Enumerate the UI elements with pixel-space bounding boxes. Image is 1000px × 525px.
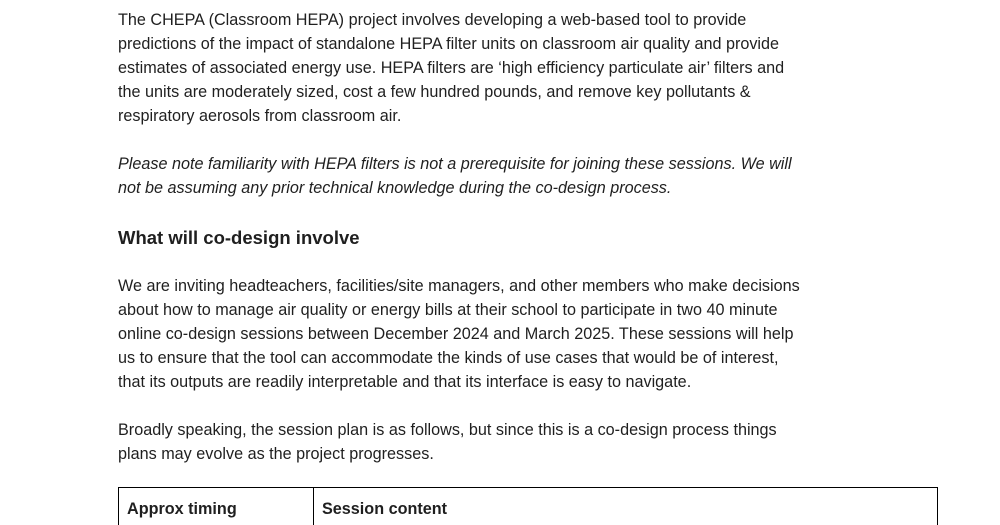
section-heading: What will co-design involve: [118, 227, 360, 248]
plan-paragraph: Broadly speaking, the session plan is as follows, but since this is a co-design process things plans may evolve as the project progresses.: [118, 421, 777, 463]
table-header-row: [119, 488, 938, 525]
session-table: [118, 487, 938, 525]
intro-paragraph: The CHEPA (Classroom HEPA) project involves developing a web-based tool to provide predictions of the impact of standalone HEPA filter units on classroom air quality and provide estimates of associated energy use. HEPA filters are ‘high efficiency particulate air’ filters and the units are moderately sized, cost a few hundred pounds, and remove key pollutants & respiratory aerosols from classroom air.: [118, 11, 785, 125]
header-session-content: Session content: [314, 488, 938, 525]
invite-paragraph: We are inviting headteachers, facilities/site managers, and other members who make decisions about how to manage air quality or energy bills at their school to participate in two 40 minute online co-design sessions between December 2024 and March 2025. These sessions will help us to ensure that the tool can accommodate the kinds of use cases that would be of interest, that its outputs are readily interpretable and that its interface is easy to navigate.: [118, 277, 800, 391]
header-approx-timing: Approx timing: [119, 488, 314, 525]
note-paragraph: Please note familiarity with HEPA filters is not a prerequisite for joining these sessions. We will not be assuming any prior technical knowledge during the co-design process.: [118, 155, 792, 197]
document-body: [118, 8, 878, 490]
